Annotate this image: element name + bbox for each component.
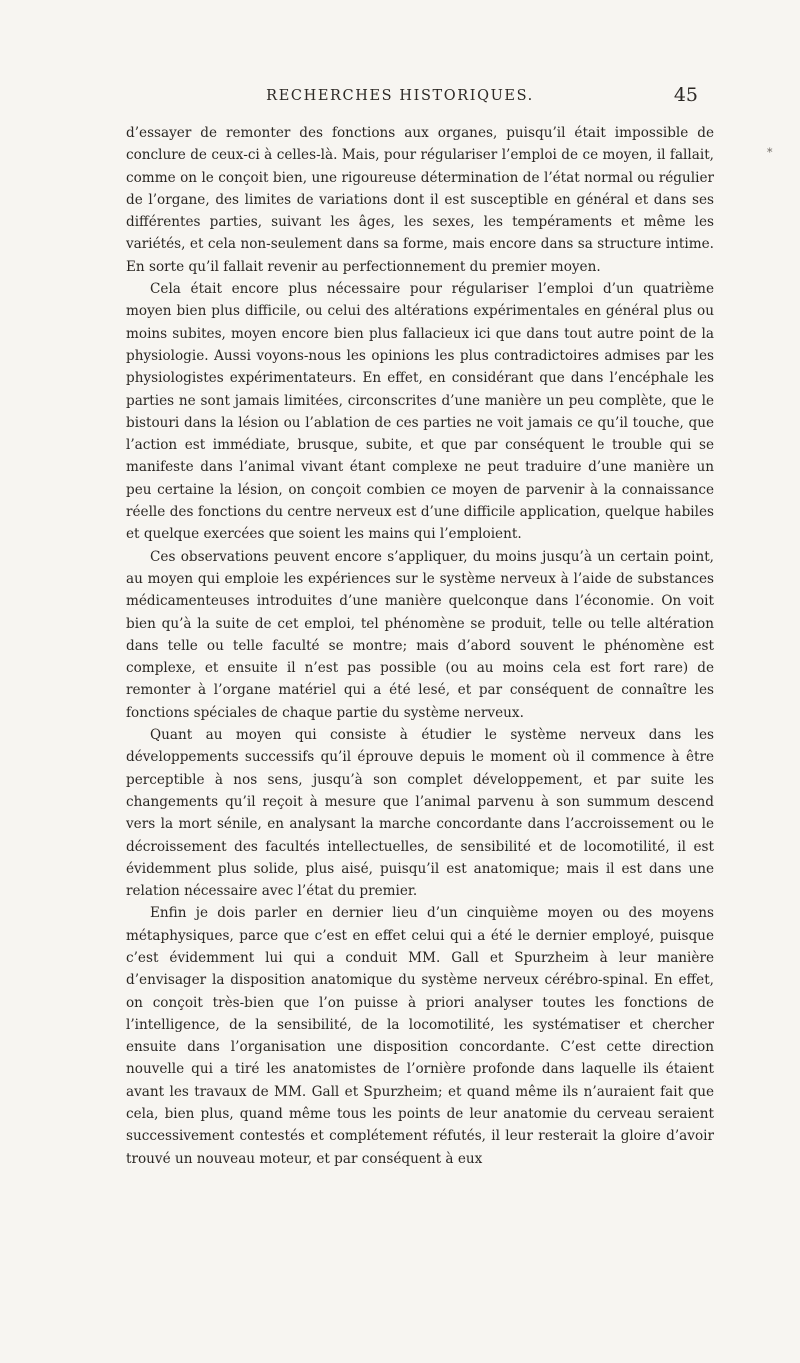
paragraph-5: Enfin je dois parler en dernier lieu d’un cinquième moyen ou des moyens métaphysiques, parce que c’est en effet celui qui a été le dernier employé, puisque c’est évidemment lui qui a conduit MM. Gall et Spurzheim à leur manière d’envisager la disposition anatomique du système nerveux cérébro-spinal. En effet, on conçoit très-bien que l’on puisse à priori analyser toutes les fonctions de l’intelligence, de la sensibilité, de la locomotilité, les systématiser et chercher ensuite dans l’organisation une disposition concordante. C’est cette direction nouvelle qui a tiré les anatomistes de l’ornière profonde dans laquelle ils étaient avant les travaux de MM. Gall et Spurzheim; et quand même ils n’auraient fait que cela, bien plus, quand même tous les points de leur anatomie du cerveau seraient successivement contestés et complétement réfutés, il leur resterait la gloire d’avoir trouvé un nouveau moteur, et par conséquent à eux xyxy=(126,905,714,1167)
running-title: RECHERCHES HISTORIQUES. xyxy=(266,88,534,104)
margin-mark: * xyxy=(767,146,773,159)
paragraph-2: Cela était encore plus nécessaire pour régulariser l’emploi d’un quatrième moyen bien plus difficile, ou celui des altérations expérimentales en général plus ou moins subites, moyen encore bien plus fallacieux ici que dans tout autre point de la physiologie. Aussi voyons-nous les opinions les plus contradictoires admises par les physiologistes expérimentateurs. En effet, en considérant que dans l’encéphale les parties ne sont jamais limitées, circonscrites d’une manière un peu complète, que le bistouri dans la lésion ou l’ablation de ces parties ne voit jamais ce qu’il touche, que l’action est immédiate, brusque, subite, et que par conséquent le trouble qui se manifeste dans l’animal vivant étant complexe ne peut traduire d’une manière un peu certaine la lésion, on conçoit combien ce moyen de parvenir à la connaissance réelle des fonctions du centre nerveux est d’une difficile application, quelque habiles et quelque exercées que soient les mains qui l’emploient. xyxy=(126,281,714,543)
paragraph-4: Quant au moyen qui consiste à étudier le système nerveux dans les développements successifs qu’il éprouve depuis le moment où il commence à être perceptible à nos sens, jusqu’à son complet développement, et par suite les changements qu’il reçoit à mesure que l’animal parvenu à son summum descend vers la mort sénile, en analysant la marche concordante dans l’accroissement ou le décroissement des facultés intellectuelles, de sensibilité et de locomotilité, il est évidemment plus solide, plus aisé, puisqu’il est anatomique; mais il est dans une relation nécessaire avec l’état du premier. xyxy=(126,727,714,900)
body-text xyxy=(126,122,714,1170)
paragraph-3: Ces observations peuvent encore s’appliquer, du moins jusqu’à un certain point, au moyen qui emploie les expériences sur le système nerveux à l’aide de substances médicamenteuses introduites d’une manière quelconque dans l’économie. On voit bien qu’à la suite de cet emploi, tel phénomène se produit, telle ou telle altération dans telle ou telle faculté se montre; mais d’abord souvent le phénomène est complexe, et ensuite il n’est pas possible (ou au moins cela est fort rare) de remonter à l’organe matériel qui a été lesé, et par conséquent de connaître les fonctions spéciales de chaque partie du système nerveux. xyxy=(126,548,714,721)
page-number: 45 xyxy=(673,84,698,106)
paragraph-1: d’essayer de remonter des fonctions aux organes, puisqu’il était impossible de conclure de ceux-ci à celles-là. Mais, pour régulariser l’emploi de ce moyen, il fallait, comme on le conçoit bien, une rigoureuse détermination de l’état normal ou régulier de l’organe, des limites de variations dont il est susceptible en général et dans ses différentes parties, suivant les âges, les sexes, les tempéraments et même les variétés, et cela non-seulement dans sa forme, mais encore dans sa structure intime. En sorte qu’il fallait revenir au perfectionnement du premier moyen. xyxy=(126,125,714,275)
